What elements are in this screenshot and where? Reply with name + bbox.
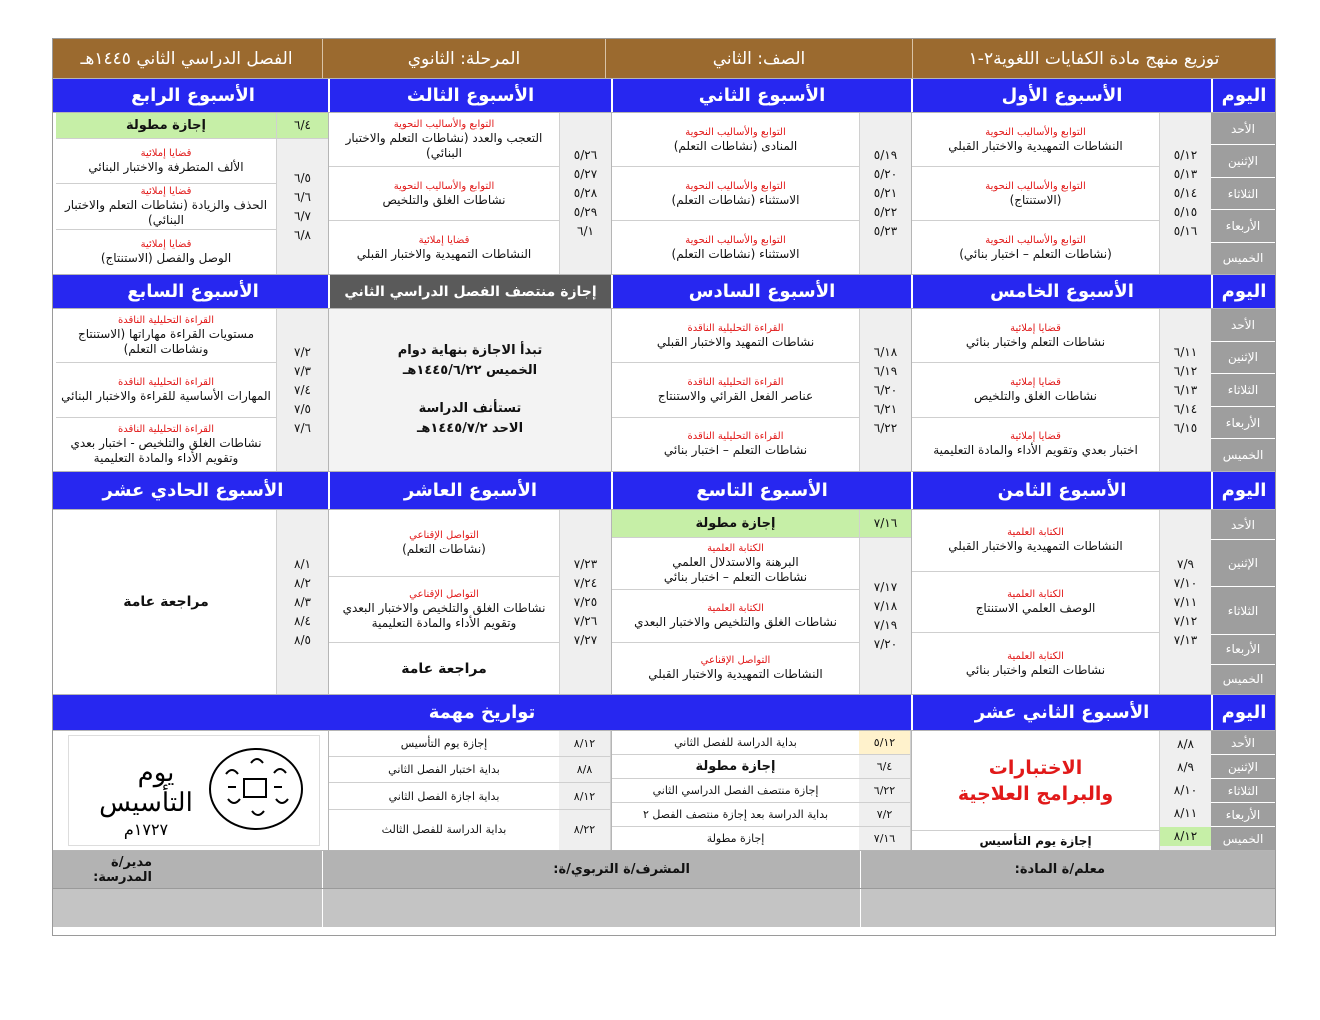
holiday-cell: إجازة مطولة [56,113,276,138]
lesson-cell: قضايا إملائية اختبار بعدي وتقويم الأداء والمادة التعليمية [933,431,1138,458]
week-3-header: الأسبوع الثالث [328,79,611,112]
signature-blank-row [53,889,1275,927]
day-thursday: الخميس [1222,672,1264,687]
important-dates-col-2 [328,731,611,850]
exams-cell: الاختبارات والبرامج العلاجية [957,756,1114,805]
holiday-cell: إجازة مطولة [612,510,859,537]
week-5-header: الأسبوع الخامس [911,275,1211,308]
lesson-cell: القراءة التحليلية الناقدة المهارات الأساسية للقراءة والاختبار البنائي [56,363,276,417]
week-dates: ٥/١٩ ٥/٢٠ ٥/٢١ ٥/٢٢ ٥/٢٣ [859,113,911,274]
week-1 [911,113,1211,274]
week-dates: ٧/٩ ٧/١٠ ٧/١١ ٧/١٢ ٧/١٣ [1159,510,1211,694]
week-dates: ٧/٢ ٧/٣ ٧/٤ ٧/٥ ٧/٦ [276,309,328,471]
day-monday: الإثنين [1211,145,1275,177]
day-wednesday: الأربعاء [1211,803,1275,827]
holiday-date: ٦/٤ [276,113,328,138]
week-dates: ٧/٢٣ ٧/٢٤ ٧/٢٥ ٧/٢٦ ٧/٢٧ [559,510,611,694]
important-date-row: ٥/١٢ بداية الدراسة للفصل الثاني [612,731,911,755]
teacher-signature-field[interactable] [860,889,1275,927]
grade-label: الصف: الثاني [605,39,912,78]
week-1-header: الأسبوع الأول [911,79,1211,112]
logo-text-foundation: التأسيس [99,787,193,818]
day-header: اليوم [1211,695,1275,730]
week-header-row-1 [53,79,1275,113]
block-2 [53,309,1275,472]
lesson-cell: الكتابة العلمية نشاطات الغلق والتلخيص والاختبار البعدي [612,590,859,642]
review-cell: مراجعة عامة [401,660,487,677]
day-column [1211,309,1275,471]
important-date-row: ٨/٢٢ بداية الدراسة للفصل الثالث [329,810,611,850]
day-column [1211,731,1275,850]
lesson-cell: قضايا إملائية الألف المتطرفة والاختبار البنائي [56,139,276,184]
lesson-cell: القراءة التحليلية الناقدة مستويات القراءة مهاراتها (الاستنتاج ونشاطات التعلم) [56,309,276,363]
important-dates-header: تواريخ مهمة [428,702,536,723]
week-9-header: الأسبوع التاسع [611,472,911,509]
day-sunday: الأحد [1211,309,1275,342]
lesson-cell: التوابع والأساليب النحوية نشاطات الغلق والتلخيص [329,167,559,221]
day-monday: الإثنين [1211,342,1275,375]
day-column [1211,510,1275,694]
day-header: اليوم [1211,79,1275,112]
day-column [1211,113,1275,274]
foundation-day-cell: إجازة يوم التأسيس [912,830,1159,850]
principal-signature: مدير/ة المدرسة: [93,854,152,885]
week-10 [328,510,611,694]
lesson-cell: القراءة التحليلية الناقدة نشاطات الغلق والتلخيص - اختبار بعدي وتقويم الأداء والمادة التعليمية [70,423,262,465]
day-header: اليوم [1211,472,1275,509]
day-wednesday: الأربعاء [1211,407,1275,440]
week-6 [611,309,911,471]
week-dates: ٥/١٢ ٥/١٣ ٥/١٤ ٥/١٥ ٥/١٦ [1159,113,1211,274]
day-thursday: الخميس [1222,831,1264,846]
review-cell: مراجعة عامة [123,594,209,610]
week-8-header: الأسبوع الثامن [911,472,1211,509]
lesson-cell: القراءة التحليلية الناقدة نشاطات التمهيد والاختبار القبلي [612,309,859,363]
title-bar [53,39,1275,79]
week-dates: ٦/١١ ٦/١٢ ٦/١٣ ٦/١٤ ٦/١٥ [1159,309,1211,471]
important-date-row: ٦/٢٢ إجازة منتصف الفصل الدراسي الثاني [612,779,911,803]
lesson-cell: التوابع والأساليب النحوية التعجب والعدد (نشاطات التعلم والاختبار البنائي) [329,113,559,167]
week-dates: ٦/١٨ ٦/١٩ ٦/٢٠ ٦/٢١ ٦/٢٢ [859,309,911,471]
day-monday: الإثنين [1211,540,1275,587]
day-monday: الإثنين [1211,755,1275,779]
important-date-row: ٨/٨ بداية اختبار الفصل الثاني [329,757,611,783]
day-wednesday: الأربعاء [1211,635,1275,665]
day-tuesday: الثلاثاء [1211,587,1275,634]
lesson-cell: التوابع والأساليب النحوية (نشاطات التعلم – اختبار بنائي) [959,234,1112,261]
week-7 [56,309,328,471]
week-12-header: الأسبوع الثاني عشر [911,695,1211,730]
lesson-cell: التواصل الإقناعي (نشاطات التعلم) [329,510,559,577]
week-dates: ٥/٢٦ ٥/٢٧ ٥/٢٨ ٥/٢٩ ٦/١ [559,113,611,274]
mid-break-header: إجازة منتصف الفصل الدراسي الثاني [328,275,611,308]
holiday-date: ٧/١٦ [859,510,911,537]
logo-text-day: يوم [137,757,175,788]
lesson-cell: التواصل الإقناعي نشاطات الغلق والتلخيص والاختبار البعدي وتقويم الأداء والمادة التعليمية [329,577,559,644]
week-8 [911,510,1211,694]
week-7-header: الأسبوع السابع [127,281,259,302]
week-9 [611,510,911,694]
day-header: اليوم [1211,275,1275,308]
day-wednesday: الأربعاء [1211,210,1275,242]
day-tuesday: الثلاثاء [1211,374,1275,407]
important-dates-col-1 [611,731,911,850]
sheet-title: توزيع منهج مادة الكفايات اللغوية٢-١ [912,39,1275,78]
day-sunday: الأحد [1211,113,1275,145]
week-2 [611,113,911,274]
day-tuesday: الثلاثاء [1211,779,1275,803]
week-dates: ٨/١ ٨/٢ ٨/٣ ٨/٤ ٨/٥ [276,510,328,694]
lesson-cell: القراءة التحليلية الناقدة عناصر الفعل القرائي والاستنتاج [612,363,859,417]
semester-label: الفصل الدراسي الثاني ١٤٤٥هـ [80,48,293,69]
week-dates: ٧/١٧ ٧/١٨ ٧/١٩ ٧/٢٠ [859,538,911,694]
week-6-header: الأسبوع السادس [611,275,911,308]
block-1 [53,113,1275,275]
lesson-cell: التوابع والأساليب النحوية (الاستنتاج) [912,167,1159,221]
block-4 [53,731,1275,851]
week-dates: ٦/٥ ٦/٦ ٦/٧ ٦/٨ [276,139,328,274]
logo-text-year: ١٧٢٧م [123,819,169,839]
notice-line: الاحد ١٤٤٥/٧/٢هـ [416,421,524,436]
week-11-header: الأسبوع الحادي عشر [102,480,284,501]
day-sunday: الأحد [1211,731,1275,755]
principal-signature-field[interactable] [53,889,322,927]
lesson-cell: الكتابة العلمية نشاطات التعلم واختبار بنائي [965,650,1106,677]
stage-label: المرحلة: الثانوي [322,39,605,78]
lesson-cell: قضايا إملائية النشاطات التمهيدية والاختبار القبلي [356,234,532,261]
important-date-row: ٧/٢ بداية الدراسة بعد إجازة منتصف الفصل ٢ [612,803,911,827]
signature-row [53,851,1275,889]
lesson-cell: التوابع والأساليب النحوية الاستثناء (نشاطات التعلم) [612,167,859,221]
important-date-row: ٦/٤ إجازة مطولة [612,755,911,779]
notice-line: تستأنف الدراسة [418,401,522,416]
notice-line: الخميس ١٤٤٥/٦/٢٢هـ [402,363,538,378]
lesson-cell: قضايا إملائية نشاطات الغلق والتلخيص [912,363,1159,417]
curriculum-sheet [52,38,1276,936]
week-3 [328,113,611,274]
week-12 [911,731,1211,850]
lesson-cell: التوابع والأساليب النحوية الاستثناء (نشاطات التعلم) [671,234,800,261]
week-header-row-2 [53,275,1275,309]
day-sunday: الأحد [1211,510,1275,540]
logo-area [53,731,328,850]
lesson-cell: القراءة التحليلية الناقدة نشاطات التعلم – اختبار بنائي [663,431,808,458]
lesson-cell: الكتابة العلمية الوصف العلمي الاستنتاج [912,572,1159,634]
week-4-header: الأسبوع الرابع [131,85,255,106]
week-5 [911,309,1211,471]
lesson-cell: التوابع والأساليب النحوية المنادى (نشاطات التعلم) [612,113,859,167]
lesson-cell: الكتابة العلمية النشاطات التمهيدية والاختبار القبلي [912,510,1159,572]
week-11 [56,510,328,694]
day-tuesday: الثلاثاء [1211,178,1275,210]
important-date-row: ٨/١٢ بداية اجازة الفصل الثاني [329,783,611,809]
week-10-header: الأسبوع العاشر [328,472,611,509]
lesson-cell: التوابع والأساليب النحوية النشاطات التمهيدية والاختبار القبلي [912,113,1159,167]
day-thursday: الخميس [1222,251,1264,266]
lesson-cell: قضايا إملائية الوصل والفصل (الاستنتاج) [100,238,232,265]
week-4 [56,113,328,274]
lesson-cell: قضايا إملائية نشاطات التعلم واختبار بنائي [912,309,1159,363]
lesson-cell: قضايا إملائية الحذف والزيادة (نشاطات التعلم والاختبار البنائي) [56,184,276,229]
week-2-header: الأسبوع الثاني [611,79,911,112]
foundation-day-emblem [76,739,312,843]
foundation-day-logo [68,735,320,846]
mid-break-notice [328,309,611,471]
lesson-cell: التواصل الإقناعي النشاطات التمهيدية والاختبار القبلي [648,655,823,682]
teacher-signature: معلم/ة المادة: [860,851,1275,888]
important-date-row: ٨/١٢ إجازة يوم التأسيس [329,731,611,757]
important-date-row: ٧/١٦ إجازة مطولة [612,827,911,850]
week-header-row-4 [53,695,1275,731]
week-dates: ٨/٨ ٨/٩ ٨/١٠ ٨/١١ ٨/١٢ [1159,731,1211,850]
lesson-cell: الكتابة العلمية البرهنة والاستدلال العلمي نشاطات التعلم – اختبار بنائي [612,538,859,590]
supervisor-signature: المشرف/ة التربوي/ة: [322,851,860,888]
supervisor-signature-field[interactable] [322,889,860,927]
day-thursday: الخميس [1222,448,1264,463]
notice-line: تبدأ الاجازة بنهاية دوام [397,343,543,358]
week-header-row-3 [53,472,1275,510]
block-3 [53,510,1275,695]
